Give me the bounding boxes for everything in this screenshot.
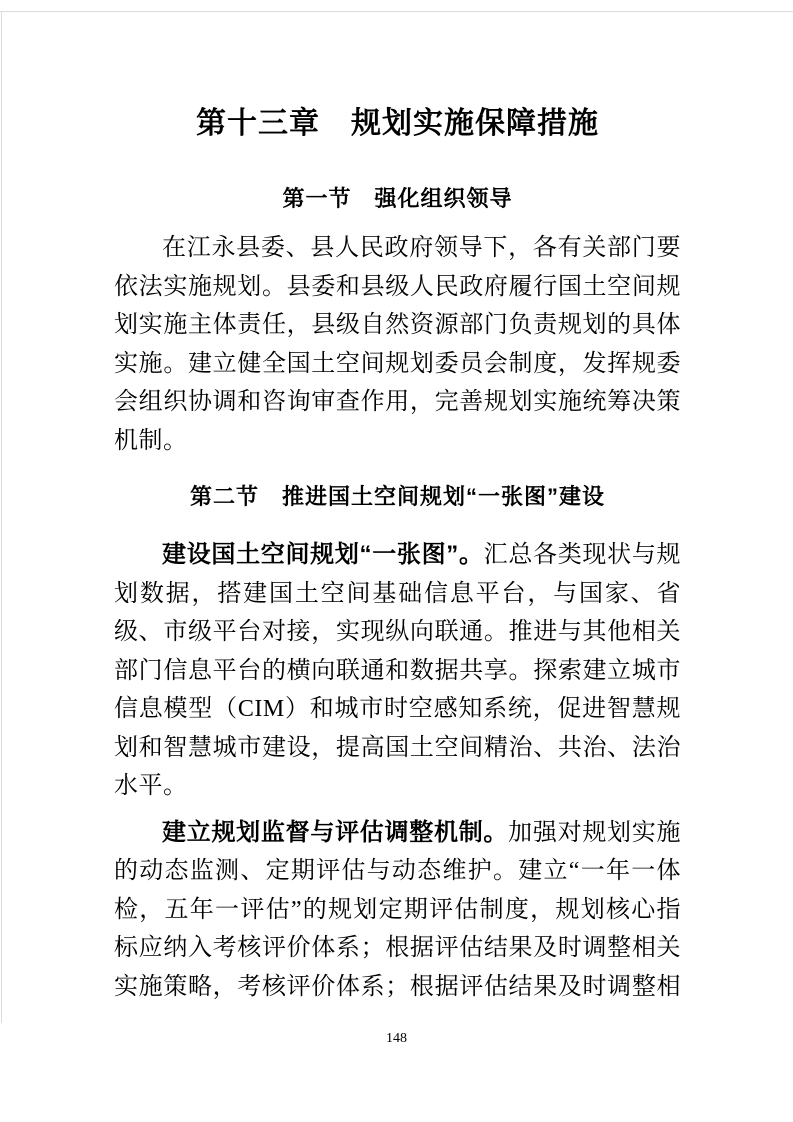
paragraph-1-body-text: 汇总各类现状与规划数据，搭建国土空间基础信息平台，与国家、省级、市级平台对接，实现纵向联通。推进与其他相关部门信息平台的横向联通和数据共享。探索建立城市信息模型（CIM）和城市时空感知系统，促进智慧规划和智慧城市建设，提高国土空间精治、共治、法治水平。 [114, 542, 682, 799]
chapter-title: 第十三章 规划实施保障措施 [196, 107, 599, 140]
section-2-paragraph-1 [114, 536, 681, 806]
paragraph-2-body-text: 加强对规划实施的动态监测、定期评估与动态维护。建立“一年一体检，五年一评估”的规划定期评估制度，规划核心指标应纳入考核评价体系；根据评估结果及时调整相关实施策略，考核评价体系；根据评估结果及时调整相 [114, 819, 682, 1000]
paragraph-1-bold-lead: 建设国土空间规划“一张图”。 [162, 541, 484, 568]
page-edge-artifact-top [0, 11, 793, 12]
page-number: 148 [386, 1031, 407, 1046]
page-edge-artifact-left [1, 11, 2, 1023]
section-2-heading: 第二节 推进国土空间规划“一张图”建设 [189, 484, 605, 509]
section-1-heading: 第一节 强化组织领导 [282, 186, 513, 211]
section-2-paragraph-2 [114, 814, 681, 1007]
section-1-paragraph: 在江永县委、县人民政府领导下，各有关部门要依法实施规划。县委和县级人民政府履行国土空间规划实施主体责任，县级自然资源部门负责规划的具体实施。建立健全国土空间规划委员会制度，发挥规委会组织协调和咨询审查作用，完善规划实施统筹决策机制。 [114, 235, 681, 454]
paragraph-2-bold-lead: 建立规划监督与评估调整机制。 [162, 818, 509, 846]
